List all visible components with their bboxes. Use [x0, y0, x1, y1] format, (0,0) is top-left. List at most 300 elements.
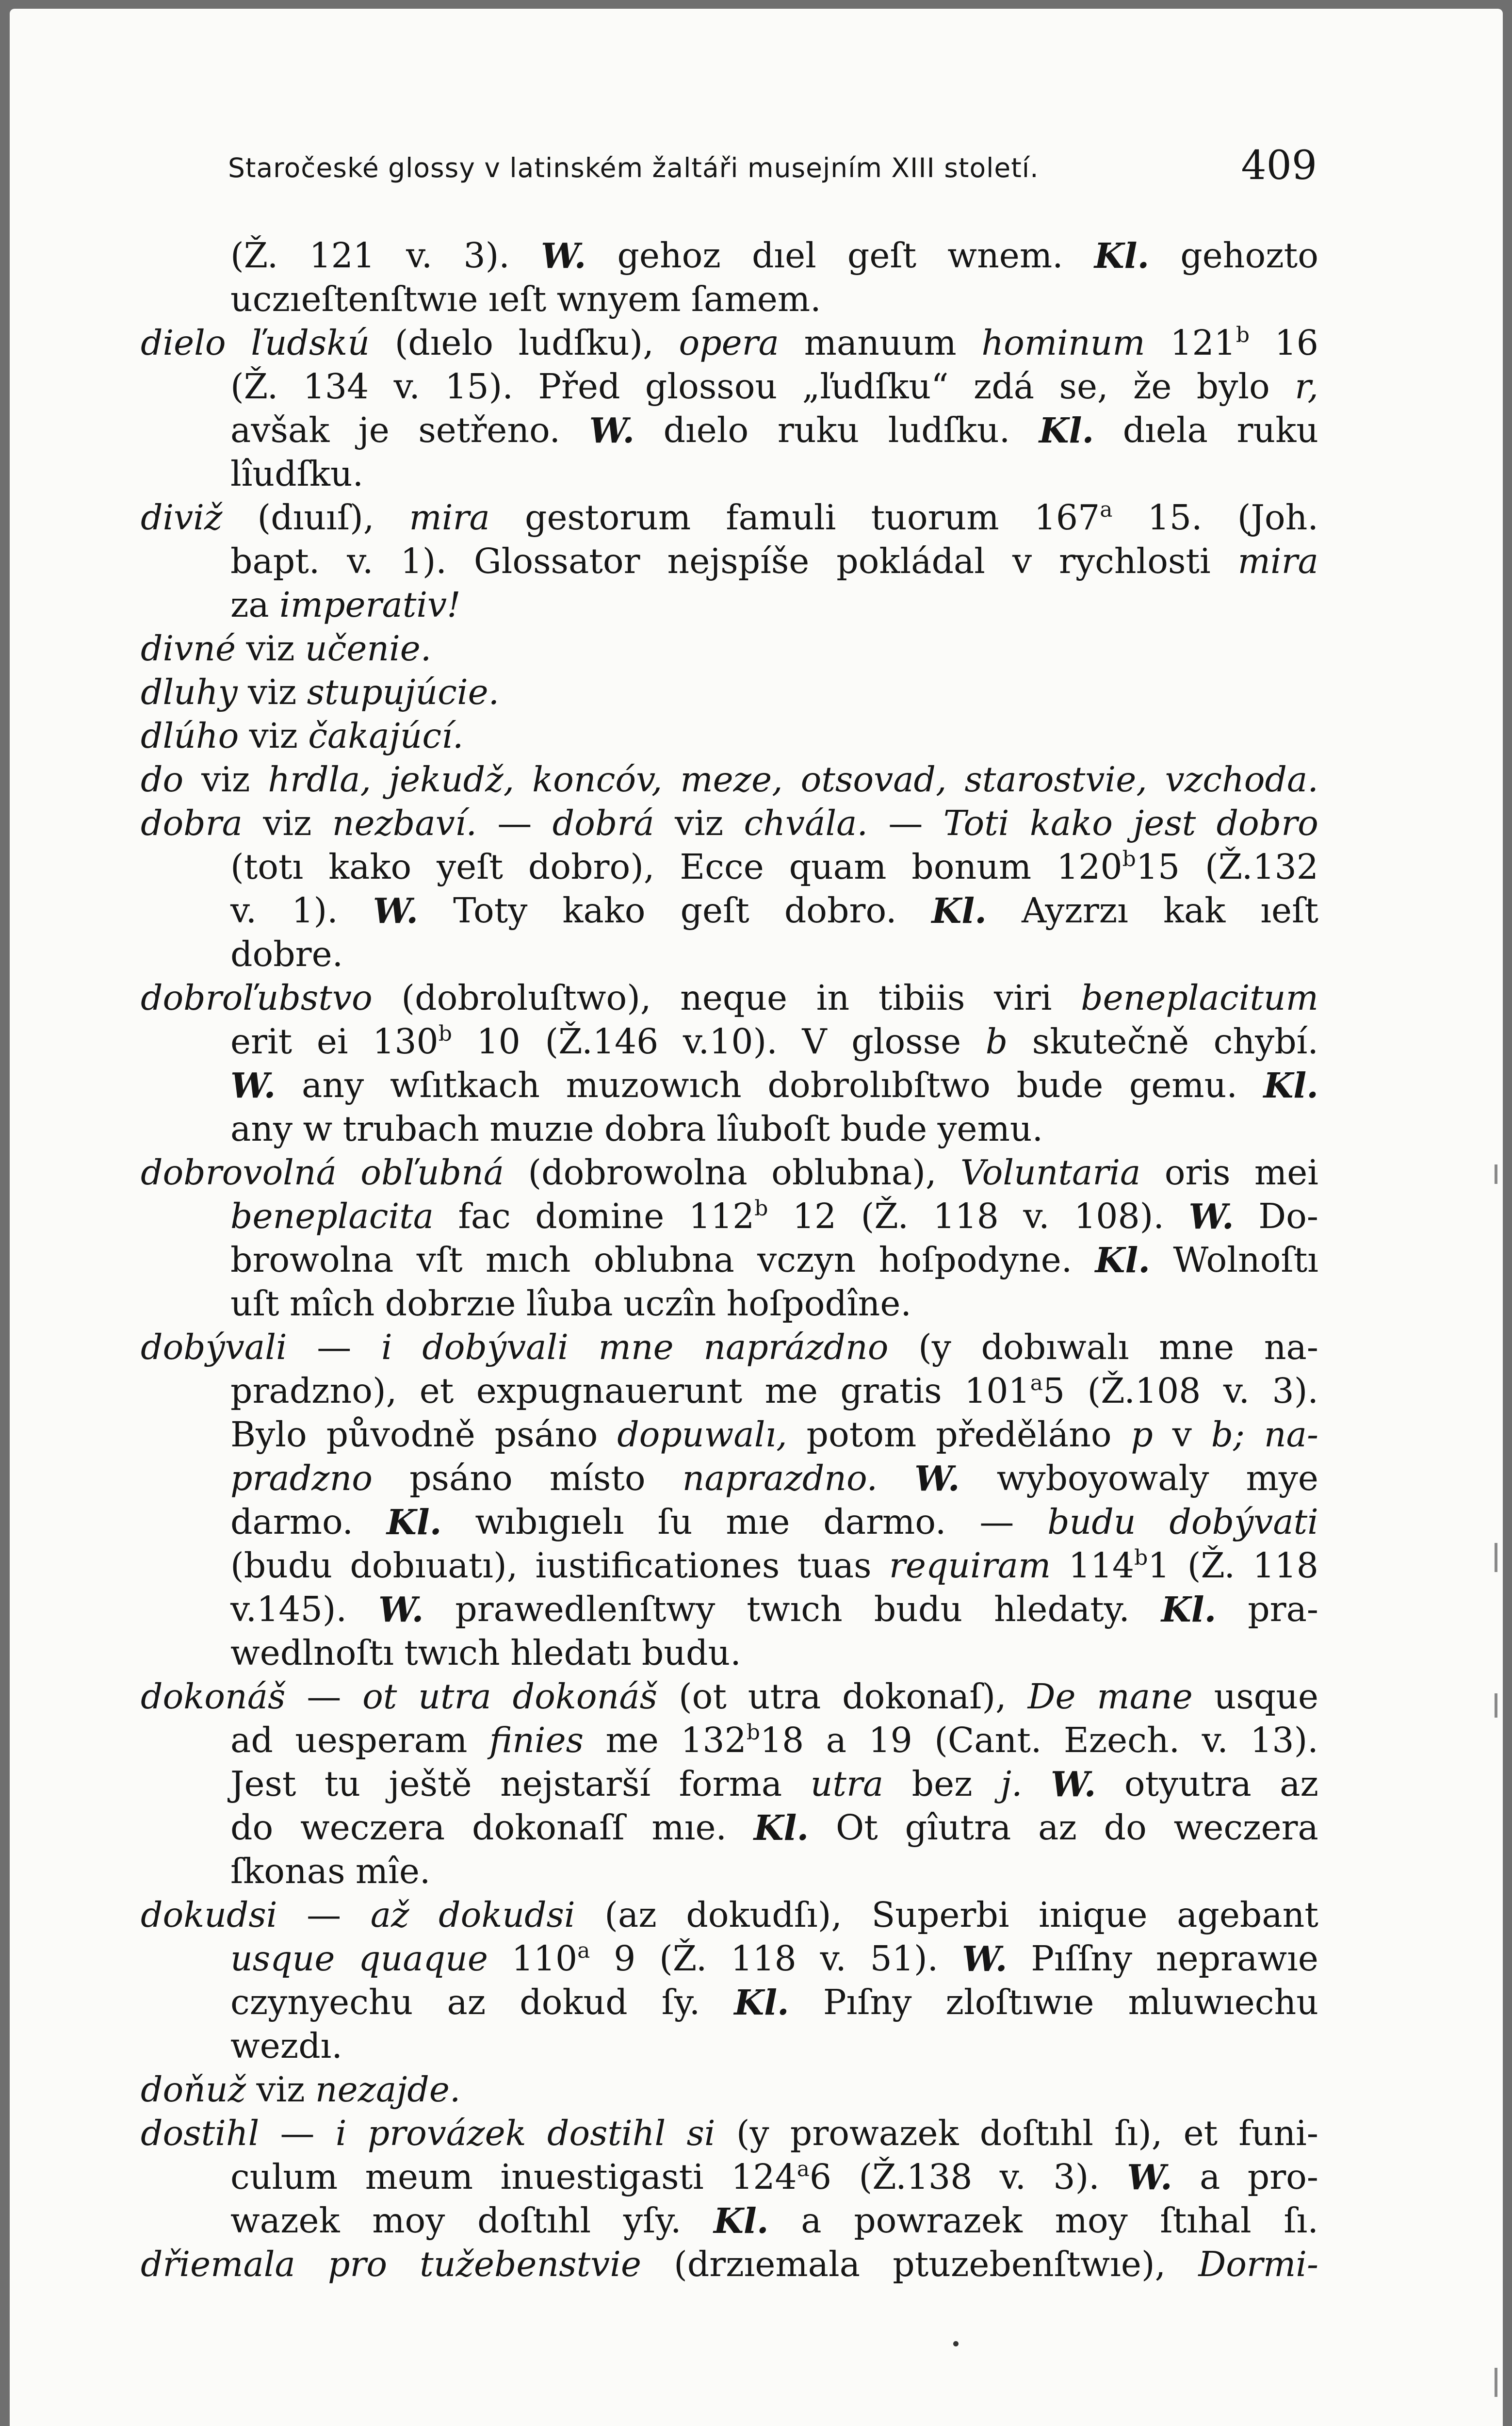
text-line: [141, 1457, 1318, 1500]
text-word: Glossator: [473, 541, 640, 581]
text-line: [141, 1981, 1318, 2024]
text-word: Voluntaria: [960, 1152, 1141, 1193]
text-word: dokudsi: [141, 1895, 277, 1935]
text-line: [141, 409, 1318, 452]
text-word: (Joh.: [1237, 497, 1318, 538]
text-word: (dobrowolna: [528, 1152, 748, 1193]
text-word: dobro),: [528, 847, 655, 887]
text-word: neque: [680, 978, 788, 1018]
text-word: v.: [393, 366, 420, 407]
text-word: v.10).: [683, 1021, 778, 1062]
text-line: [141, 234, 1318, 278]
text-line: [141, 452, 1318, 496]
text-word: že: [1133, 366, 1172, 407]
text-word: ludſku.: [888, 410, 1010, 450]
text-word: wnem.: [947, 235, 1063, 276]
text-word: 112$^b$: [688, 1196, 768, 1236]
text-word: na-: [1264, 1414, 1318, 1455]
print-speck: [953, 2341, 959, 2346]
text-word: (totı: [230, 847, 304, 887]
text-word: do: [1104, 1807, 1147, 1848]
text-line: [141, 976, 1318, 1020]
text-word: lîuboſt: [716, 1109, 830, 1149]
text-word: oblubna),: [771, 1152, 937, 1193]
text-word: pra-: [1248, 1589, 1318, 1629]
text-word: geſt: [680, 890, 749, 931]
text-word: 51).: [870, 1938, 939, 1979]
text-word: ſı.: [1284, 2200, 1318, 2241]
text-line: [141, 671, 1318, 714]
text-word: —: [280, 2113, 315, 2153]
text-word: gehozto: [1180, 235, 1318, 276]
text-word: doſtıhl: [979, 2113, 1093, 2153]
text-word: mira: [409, 497, 490, 538]
text-word: hrdla,: [268, 759, 372, 800]
text-word: 1).: [292, 890, 338, 931]
text-word: 12: [792, 1196, 837, 1236]
text-word: ıeſt: [1260, 890, 1318, 931]
text-word: psáno: [494, 1414, 598, 1455]
text-word: De: [1027, 1676, 1076, 1717]
text-word: ad: [230, 1720, 273, 1760]
text-word: j.: [1000, 1764, 1023, 1804]
text-word: pro-: [1247, 2157, 1318, 2197]
running-title: Staročeské glossy v latinském žaltáři musejním XIII století.: [228, 152, 1039, 183]
text-word: budu: [1047, 1502, 1136, 1542]
text-line: [141, 1369, 1318, 1413]
text-word: 167$^a$: [1034, 497, 1113, 538]
text-word: dıelo: [663, 410, 749, 450]
text-word: doňuž: [141, 2069, 246, 2110]
text-word: dobývali: [422, 1327, 569, 1367]
text-word: divné: [141, 628, 236, 669]
text-line: [141, 802, 1318, 845]
edge-mark: [1495, 1164, 1497, 1184]
text-word: jest: [1133, 803, 1196, 843]
text-word: (Ž.: [659, 1938, 707, 1979]
text-word: gestorum: [525, 497, 691, 538]
text-word: na-: [1264, 1327, 1318, 1367]
text-word: W.: [914, 1458, 960, 1499]
text-word: viz: [246, 628, 295, 669]
text-word: vzchoda.: [1165, 759, 1318, 800]
text-word: r,: [1295, 366, 1318, 407]
text-word: kako: [1029, 803, 1113, 843]
text-word: původně: [326, 1414, 475, 1455]
text-word: budu: [874, 1589, 963, 1629]
text-line: [141, 1937, 1318, 1981]
text-word: dobývati: [1169, 1502, 1318, 1542]
text-word: uczîn: [623, 1283, 716, 1324]
text-word: se,: [1059, 366, 1108, 407]
text-word: oris: [1164, 1152, 1231, 1193]
text-word: si: [686, 2113, 715, 2153]
text-word: 130$^b$: [373, 1021, 452, 1062]
text-word: (dıelo: [394, 323, 494, 363]
text-word: W.: [378, 1589, 424, 1630]
text-word: Kl.: [753, 1807, 809, 1848]
text-word: 101$^a$5: [964, 1371, 1065, 1411]
text-word: dıela: [1122, 410, 1208, 450]
text-word: ľudskú: [251, 323, 370, 363]
text-word: 9: [614, 1938, 636, 1979]
text-word: Ayzrzı: [1021, 890, 1128, 931]
text-line: [141, 1413, 1318, 1457]
text-word: b;: [1211, 1414, 1245, 1455]
text-word: 19: [868, 1720, 912, 1760]
text-word: beneplacitum: [1081, 978, 1318, 1018]
text-word: dokonáš: [141, 1676, 286, 1717]
text-word: —: [317, 1327, 352, 1367]
text-word: tužebenstvie: [420, 2244, 641, 2284]
text-word: provázek: [367, 2113, 526, 2153]
text-word: —: [307, 1676, 341, 1717]
text-word: rychlosti: [1059, 541, 1211, 581]
text-word: dokonaſſ: [472, 1807, 625, 1848]
text-word: bapt.: [230, 541, 320, 581]
text-word: yemu.: [937, 1109, 1043, 1149]
text-word: mne: [1159, 1327, 1235, 1367]
text-word: ſy.: [661, 1982, 700, 2022]
text-line: [141, 321, 1318, 365]
text-word: dobrolıbſtwo: [767, 1065, 991, 1105]
text-word: viz: [263, 803, 312, 843]
text-word: v.: [406, 235, 433, 276]
text-word: w: [303, 1109, 333, 1149]
text-word: zdá: [973, 366, 1035, 407]
text-word: skutečně: [1032, 1021, 1189, 1062]
text-word: avšak: [230, 410, 330, 450]
text-word: gratis: [840, 1371, 942, 1411]
text-word: psáno: [409, 1458, 513, 1498]
text-line: [141, 2155, 1318, 2199]
text-word: Jest: [230, 1764, 296, 1804]
text-word: kako: [562, 890, 646, 931]
text-word: (Ž.: [230, 366, 278, 407]
text-word: viz: [201, 759, 250, 800]
text-line: [141, 1762, 1318, 1806]
text-word: starostvie,: [964, 759, 1147, 800]
text-word: viri: [994, 978, 1052, 1018]
text-word: uesperam: [295, 1720, 468, 1760]
text-word: Ot: [836, 1807, 878, 1848]
text-word: kako: [328, 847, 412, 887]
text-word: tuorum: [871, 497, 999, 538]
text-word: dobıuatı),: [350, 1545, 518, 1586]
text-word: viz: [249, 716, 298, 756]
text-word: i: [335, 2113, 347, 2153]
text-word: Wolnoſtı: [1173, 1240, 1318, 1280]
text-word: Superbi: [871, 1895, 1009, 1935]
text-word: funi-: [1238, 2113, 1318, 2153]
text-word: gîutra: [905, 1807, 1011, 1848]
text-word: opera: [679, 323, 779, 363]
text-word: dobro.: [784, 890, 897, 931]
text-line: [141, 496, 1318, 540]
text-word: v: [1172, 1414, 1192, 1455]
text-word: wıbıgıelı: [475, 1502, 624, 1542]
text-word: pradzno: [230, 1458, 373, 1498]
text-word: twıch: [747, 1589, 843, 1629]
text-word: dobra: [604, 1109, 706, 1149]
text-word: hledatı: [510, 1633, 632, 1673]
text-word: ludſku),: [518, 323, 654, 363]
text-word: W.: [540, 235, 586, 276]
text-word: fac: [458, 1196, 511, 1236]
text-word: p: [1131, 1414, 1153, 1455]
text-word: W.: [373, 890, 419, 931]
text-word: mıch: [485, 1240, 571, 1280]
text-word: wezdı.: [230, 2026, 342, 2066]
text-word: Kl.: [931, 890, 987, 931]
text-word: iustificationes: [535, 1545, 780, 1586]
text-word: otyutra: [1124, 1764, 1252, 1804]
text-word: „ľudſku“: [802, 366, 949, 407]
text-word: ſı),: [1114, 2113, 1163, 2153]
text-line: [141, 1282, 1318, 1326]
text-line: [141, 2199, 1318, 2243]
text-word: me: [605, 1720, 659, 1760]
text-line: [141, 1151, 1318, 1195]
text-word: dokudsi: [439, 1895, 575, 1935]
text-word: dıel: [751, 235, 816, 276]
text-word: ſamem.: [691, 279, 821, 319]
text-word: czynyechu: [230, 1982, 413, 2022]
text-word: in: [816, 978, 850, 1018]
text-word: potom: [806, 1414, 917, 1455]
text-word: inuestigasti: [500, 2157, 704, 2197]
text-word: me: [764, 1371, 818, 1411]
text-word: nejstarší: [500, 1764, 651, 1804]
text-word: —: [497, 803, 532, 843]
text-word: 121$^b$: [1170, 323, 1250, 363]
text-word: dobrovolná: [141, 1152, 337, 1193]
text-word: dostihl: [547, 2113, 666, 2153]
text-word: gehoz: [617, 235, 721, 276]
text-word: wnyem: [556, 279, 681, 319]
text-word: finies: [489, 1720, 584, 1760]
text-word: ruku: [1236, 410, 1318, 450]
text-word: ještě: [389, 1764, 472, 1804]
text-word: vſt: [416, 1240, 463, 1280]
text-word: v: [1012, 541, 1032, 581]
text-line: [141, 1850, 1318, 1893]
text-word: 114$^b$1: [1068, 1545, 1170, 1586]
text-word: viz: [674, 803, 724, 843]
text-word: hoſpodyne.: [878, 1240, 1073, 1280]
text-word: powrazek: [854, 2200, 1023, 2241]
text-word: setřeno.: [418, 410, 561, 450]
text-word: do: [230, 1807, 274, 1848]
text-word: utra: [748, 1676, 821, 1717]
text-word: a: [826, 1720, 847, 1760]
text-line: [141, 1719, 1318, 1762]
text-word: Kl.: [1095, 1240, 1151, 1280]
text-word: Do-: [1258, 1196, 1318, 1236]
text-word: ot: [362, 1676, 397, 1717]
text-word: chybí.: [1213, 1021, 1318, 1062]
text-word: dluhy: [141, 672, 238, 712]
text-word: (y: [918, 1327, 951, 1367]
text-line: [141, 2068, 1318, 2112]
text-word: v.: [999, 2157, 1026, 2197]
text-word: et: [1183, 2113, 1218, 2153]
text-word: zloſtıwıe: [945, 1982, 1094, 2022]
text-word: Toti: [943, 803, 1009, 843]
text-line: [141, 627, 1318, 671]
text-word: 108).: [1074, 1196, 1164, 1236]
text-line: [141, 1500, 1318, 1544]
text-word: 1).: [400, 541, 447, 581]
text-word: ſtıhal: [1160, 2200, 1252, 2241]
text-word: any: [302, 1065, 364, 1105]
text-word: prawedlenſtwy: [455, 1589, 715, 1629]
text-word: prowazek: [790, 2113, 959, 2153]
text-word: (dobroluſtwo),: [401, 978, 651, 1018]
text-word: forma: [679, 1764, 782, 1804]
text-word: az: [1038, 1807, 1077, 1848]
text-line: [141, 933, 1318, 976]
text-word: tuas: [797, 1545, 872, 1586]
text-word: 16: [1274, 323, 1318, 363]
text-word: i: [381, 1327, 392, 1367]
text-word: lîudſku.: [230, 454, 364, 494]
text-word: 118: [1252, 1545, 1318, 1586]
text-word: V: [802, 1021, 827, 1062]
page-number: 409: [1241, 143, 1317, 189]
text-word: učenie.: [305, 628, 432, 669]
text-word: utra: [418, 1676, 491, 1717]
text-word: (Ž.138: [859, 2157, 973, 2197]
text-word: (drzıemala: [674, 2244, 861, 2284]
text-word: Kl.: [1039, 410, 1094, 451]
text-word: mıe: [726, 1502, 790, 1542]
text-word: mei: [1254, 1152, 1318, 1193]
text-word: oblubna: [593, 1240, 734, 1280]
text-word: (Ž.: [1187, 1545, 1236, 1586]
text-word: famuli: [726, 497, 836, 538]
text-word: bonum: [911, 847, 1032, 887]
text-word: expugnauerunt: [476, 1371, 743, 1411]
text-word: W.: [1051, 1764, 1096, 1804]
text-word: Kl.: [387, 1502, 442, 1542]
text-word: yeſt: [437, 847, 504, 887]
text-line: [141, 2024, 1318, 2068]
text-word: browolna: [230, 1240, 394, 1280]
text-word: meze,: [680, 759, 783, 800]
text-word: 3).: [1272, 1371, 1318, 1411]
text-word: otsovad,: [800, 759, 947, 800]
text-word: muzıe: [489, 1109, 594, 1149]
text-line: [141, 540, 1318, 583]
text-word: ſkonas: [230, 1851, 345, 1891]
text-word: darmo.: [823, 1502, 946, 1542]
text-word: Dormi-: [1198, 2244, 1318, 2284]
text-word: dokonaſ),: [842, 1676, 1007, 1717]
text-word: kak: [1163, 890, 1226, 931]
text-word: dobývali: [141, 1327, 287, 1367]
text-word: 15.: [1147, 497, 1203, 538]
text-word: culum: [230, 2157, 338, 2197]
text-word: uczıeſtenſtwıe: [230, 279, 478, 319]
text-line: [141, 2243, 1318, 2286]
text-word: 13).: [1250, 1720, 1318, 1760]
text-word: bude: [1016, 1065, 1104, 1105]
text-line: [141, 1020, 1318, 1064]
text-word: 10: [476, 1021, 520, 1062]
text-word: pradzno),: [230, 1371, 397, 1411]
text-word: Kl.: [1161, 1589, 1217, 1630]
text-word: mye: [1246, 1458, 1318, 1498]
text-word: 121: [309, 235, 375, 276]
text-word: meum: [365, 2157, 473, 2197]
text-word: muzowıch: [566, 1065, 742, 1105]
text-word: do: [141, 759, 184, 800]
text-word: mîe.: [355, 1851, 431, 1891]
text-word: viz: [248, 672, 297, 712]
dictionary-text: [141, 234, 1318, 2286]
text-line: [141, 365, 1318, 409]
text-word: Toty: [453, 890, 528, 931]
text-word: viz: [256, 2069, 305, 2110]
text-word: ruku: [777, 410, 860, 450]
text-word: —: [979, 1502, 1014, 1542]
text-word: Kl.: [714, 2200, 769, 2241]
text-line: [141, 845, 1318, 889]
text-word: usque: [1214, 1676, 1318, 1717]
text-word: a: [801, 2200, 822, 2241]
text-word: (dıuıſ),: [257, 497, 374, 538]
text-word: inique: [1039, 1895, 1148, 1935]
text-word: 110$^a$: [511, 1938, 590, 1979]
text-word: bude: [840, 1109, 927, 1149]
text-word: quam: [789, 847, 887, 887]
text-line: [141, 1806, 1318, 1850]
text-word: mne: [598, 1327, 674, 1367]
text-word: Ezech.: [1063, 1720, 1180, 1760]
text-word: W.: [962, 1938, 1008, 1979]
text-word: W.: [589, 410, 635, 451]
text-word: W.: [230, 1065, 276, 1106]
text-word: nezbaví.: [332, 803, 477, 843]
text-word: tibiis: [878, 978, 965, 1018]
text-word: koncóv,: [532, 759, 663, 800]
text-line: [141, 1893, 1318, 1937]
text-word: moy: [1055, 2200, 1128, 2241]
text-word: 120$^b$15: [1057, 847, 1180, 887]
text-word: dopuwalı,: [617, 1414, 787, 1455]
text-word: glossou: [645, 366, 778, 407]
text-line: [141, 1195, 1318, 1238]
text-word: doſtıhl: [477, 2200, 591, 2241]
text-word: dokonáš: [512, 1676, 658, 1717]
text-word: za: [230, 585, 269, 625]
text-word: hoſpodîne.: [726, 1283, 911, 1324]
text-word: erit: [230, 1021, 293, 1062]
text-word: wazek: [230, 2200, 340, 2241]
text-word: pokládal: [836, 541, 985, 581]
text-word: neprawıe: [1155, 1938, 1318, 1979]
text-word: budu.: [641, 1633, 741, 1673]
text-word: tu: [324, 1764, 361, 1804]
text-word: darmo.: [230, 1502, 354, 1542]
text-word: dobro: [1216, 803, 1318, 843]
text-word: vczyn: [757, 1240, 856, 1280]
text-word: stupujúcie.: [307, 672, 500, 712]
text-word: (Cant.: [934, 1720, 1042, 1760]
text-word: dobıwalı: [981, 1327, 1129, 1367]
text-word: ſu: [657, 1502, 693, 1542]
